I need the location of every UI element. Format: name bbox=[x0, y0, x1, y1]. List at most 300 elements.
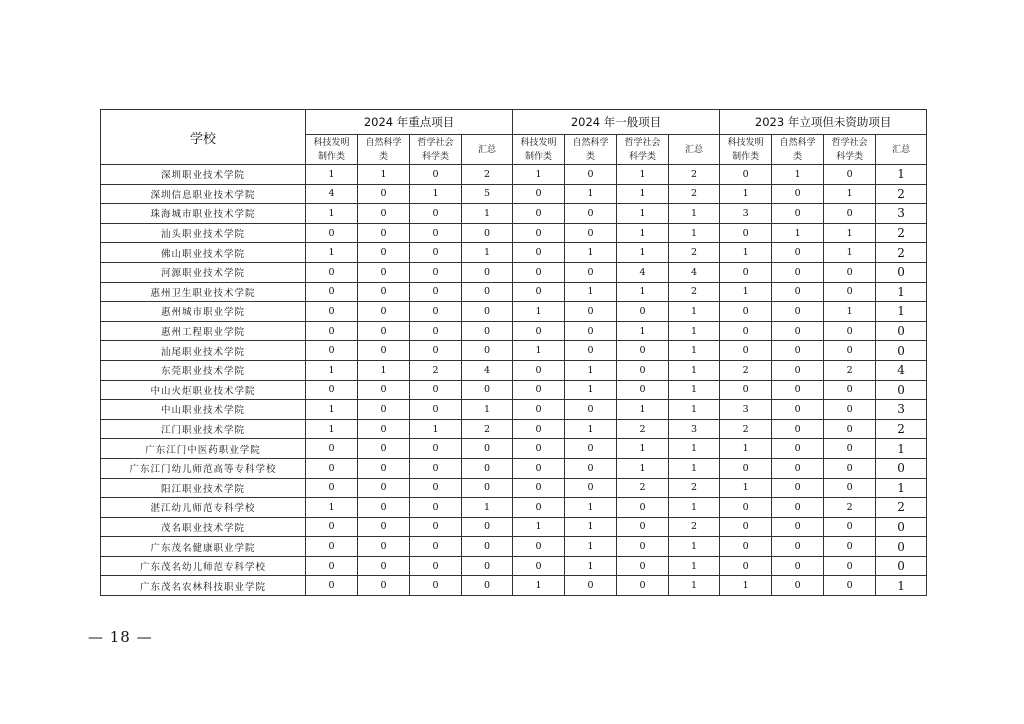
value-cell: 0 bbox=[565, 223, 617, 243]
value-cell: 0 bbox=[617, 537, 669, 557]
value-cell: 0 bbox=[876, 537, 927, 557]
school-name-cell: 广东茂名幼儿师范专科学校 bbox=[101, 556, 306, 576]
value-cell: 0 bbox=[824, 576, 876, 596]
value-cell: 0 bbox=[772, 341, 824, 361]
value-cell: 3 bbox=[720, 204, 772, 224]
group-header-2023-unfunded: 2023 年立项但未资助项目 bbox=[720, 110, 927, 135]
value-cell: 0 bbox=[772, 478, 824, 498]
value-cell: 1 bbox=[720, 478, 772, 498]
value-cell: 0 bbox=[306, 537, 358, 557]
value-cell: 0 bbox=[565, 165, 617, 185]
page-number: — 18 — bbox=[88, 628, 153, 646]
value-cell: 2 bbox=[669, 517, 720, 537]
value-cell: 0 bbox=[513, 380, 565, 400]
value-cell: 0 bbox=[876, 556, 927, 576]
school-name-cell: 茂名职业技术学院 bbox=[101, 517, 306, 537]
value-cell: 2 bbox=[876, 223, 927, 243]
value-cell: 1 bbox=[772, 223, 824, 243]
subheader-line: 类 bbox=[586, 151, 596, 162]
value-cell: 1 bbox=[824, 302, 876, 322]
value-cell: 4 bbox=[617, 262, 669, 282]
school-name-cell: 广东茂名农林科技职业学院 bbox=[101, 576, 306, 596]
value-cell: 1 bbox=[617, 165, 669, 185]
value-cell: 1 bbox=[617, 204, 669, 224]
value-cell: 0 bbox=[462, 439, 513, 459]
value-cell: 1 bbox=[565, 556, 617, 576]
value-cell: 0 bbox=[824, 341, 876, 361]
subheader-total bbox=[669, 135, 720, 165]
value-cell: 1 bbox=[669, 537, 720, 557]
value-cell: 0 bbox=[410, 556, 462, 576]
value-cell: 0 bbox=[565, 262, 617, 282]
value-cell: 0 bbox=[410, 576, 462, 596]
value-cell: 0 bbox=[824, 262, 876, 282]
value-cell: 1 bbox=[565, 184, 617, 204]
table-row bbox=[101, 184, 927, 204]
value-cell: 0 bbox=[358, 537, 410, 557]
value-cell: 2 bbox=[824, 498, 876, 518]
value-cell: 0 bbox=[462, 262, 513, 282]
value-cell: 0 bbox=[772, 321, 824, 341]
value-cell: 0 bbox=[306, 223, 358, 243]
value-cell: 0 bbox=[772, 556, 824, 576]
value-cell: 0 bbox=[462, 380, 513, 400]
value-cell: 2 bbox=[669, 243, 720, 263]
subheader-line: 汇总 bbox=[685, 144, 704, 155]
value-cell: 0 bbox=[720, 498, 772, 518]
header-row-groups bbox=[101, 110, 927, 135]
value-cell: 0 bbox=[824, 321, 876, 341]
value-cell: 0 bbox=[876, 341, 927, 361]
value-cell: 0 bbox=[410, 282, 462, 302]
value-cell: 0 bbox=[358, 478, 410, 498]
value-cell: 1 bbox=[513, 165, 565, 185]
value-cell: 5 bbox=[462, 184, 513, 204]
value-cell: 0 bbox=[720, 341, 772, 361]
table-row bbox=[101, 517, 927, 537]
value-cell: 1 bbox=[772, 165, 824, 185]
value-cell: 0 bbox=[720, 165, 772, 185]
value-cell: 2 bbox=[876, 498, 927, 518]
subheader-tech-invention bbox=[720, 135, 772, 165]
value-cell: 0 bbox=[410, 223, 462, 243]
value-cell: 0 bbox=[306, 517, 358, 537]
value-cell: 0 bbox=[772, 184, 824, 204]
value-cell: 0 bbox=[410, 498, 462, 518]
value-cell: 0 bbox=[358, 380, 410, 400]
value-cell: 4 bbox=[306, 184, 358, 204]
value-cell: 0 bbox=[410, 537, 462, 557]
value-cell: 0 bbox=[720, 262, 772, 282]
table-row bbox=[101, 380, 927, 400]
subheader-natural-science bbox=[772, 135, 824, 165]
table-row bbox=[101, 165, 927, 185]
value-cell: 0 bbox=[565, 341, 617, 361]
table-row bbox=[101, 360, 927, 380]
value-cell: 4 bbox=[462, 360, 513, 380]
value-cell: 1 bbox=[720, 282, 772, 302]
value-cell: 0 bbox=[772, 517, 824, 537]
value-cell: 0 bbox=[358, 262, 410, 282]
value-cell: 1 bbox=[462, 204, 513, 224]
value-cell: 0 bbox=[410, 439, 462, 459]
value-cell: 0 bbox=[358, 556, 410, 576]
value-cell: 0 bbox=[565, 439, 617, 459]
value-cell: 0 bbox=[513, 223, 565, 243]
value-cell: 0 bbox=[824, 478, 876, 498]
value-cell: 0 bbox=[358, 321, 410, 341]
value-cell: 2 bbox=[617, 419, 669, 439]
table-row bbox=[101, 262, 927, 282]
value-cell: 0 bbox=[410, 380, 462, 400]
subheader-social-science bbox=[617, 135, 669, 165]
value-cell: 0 bbox=[824, 282, 876, 302]
value-cell: 0 bbox=[410, 341, 462, 361]
value-cell: 1 bbox=[565, 282, 617, 302]
value-cell: 1 bbox=[565, 360, 617, 380]
value-cell: 0 bbox=[462, 223, 513, 243]
value-cell: 0 bbox=[824, 165, 876, 185]
value-cell: 0 bbox=[306, 556, 358, 576]
school-name-cell: 东莞职业技术学院 bbox=[101, 360, 306, 380]
value-cell: 2 bbox=[410, 360, 462, 380]
value-cell: 0 bbox=[306, 302, 358, 322]
value-cell: 0 bbox=[358, 419, 410, 439]
value-cell: 0 bbox=[772, 419, 824, 439]
school-name-cell: 汕头职业技术学院 bbox=[101, 223, 306, 243]
value-cell: 2 bbox=[824, 360, 876, 380]
value-cell: 0 bbox=[306, 341, 358, 361]
value-cell: 1 bbox=[513, 341, 565, 361]
value-cell: 0 bbox=[876, 517, 927, 537]
value-cell: 0 bbox=[720, 556, 772, 576]
value-cell: 0 bbox=[772, 498, 824, 518]
value-cell: 0 bbox=[410, 321, 462, 341]
value-cell: 1 bbox=[617, 184, 669, 204]
subheader-line: 科技发明 bbox=[313, 137, 350, 148]
value-cell: 1 bbox=[617, 321, 669, 341]
value-cell: 0 bbox=[824, 517, 876, 537]
value-cell: 0 bbox=[410, 517, 462, 537]
value-cell: 0 bbox=[876, 458, 927, 478]
value-cell: 0 bbox=[513, 243, 565, 263]
value-cell: 0 bbox=[462, 302, 513, 322]
value-cell: 0 bbox=[358, 341, 410, 361]
value-cell: 1 bbox=[876, 576, 927, 596]
value-cell: 4 bbox=[669, 262, 720, 282]
value-cell: 0 bbox=[772, 576, 824, 596]
subheader-line: 制作类 bbox=[732, 151, 760, 162]
value-cell: 1 bbox=[669, 360, 720, 380]
subheader-line: 自然科学 bbox=[365, 137, 402, 148]
value-cell: 1 bbox=[876, 439, 927, 459]
value-cell: 0 bbox=[513, 184, 565, 204]
value-cell: 1 bbox=[669, 458, 720, 478]
value-cell: 0 bbox=[358, 400, 410, 420]
table-row bbox=[101, 419, 927, 439]
table-row bbox=[101, 478, 927, 498]
subheader-line: 汇总 bbox=[892, 144, 911, 155]
value-cell: 0 bbox=[513, 282, 565, 302]
school-name-cell: 惠州卫生职业技术学院 bbox=[101, 282, 306, 302]
value-cell: 4 bbox=[876, 360, 927, 380]
value-cell: 1 bbox=[824, 243, 876, 263]
value-cell: 0 bbox=[824, 400, 876, 420]
school-name-cell: 广东茂名健康职业学院 bbox=[101, 537, 306, 557]
value-cell: 1 bbox=[617, 458, 669, 478]
value-cell: 0 bbox=[720, 380, 772, 400]
subheader-natural-science bbox=[358, 135, 410, 165]
value-cell: 0 bbox=[306, 380, 358, 400]
subheader-line: 科学类 bbox=[836, 151, 864, 162]
value-cell: 1 bbox=[358, 360, 410, 380]
subheader-line: 汇总 bbox=[478, 144, 497, 155]
value-cell: 0 bbox=[358, 576, 410, 596]
value-cell: 0 bbox=[462, 576, 513, 596]
value-cell: 0 bbox=[358, 184, 410, 204]
value-cell: 0 bbox=[876, 380, 927, 400]
value-cell: 1 bbox=[876, 282, 927, 302]
table-row bbox=[101, 243, 927, 263]
school-name-cell: 惠州城市职业学院 bbox=[101, 302, 306, 322]
value-cell: 1 bbox=[720, 439, 772, 459]
table-row bbox=[101, 439, 927, 459]
value-cell: 0 bbox=[772, 380, 824, 400]
value-cell: 1 bbox=[669, 341, 720, 361]
value-cell: 3 bbox=[876, 400, 927, 420]
value-cell: 2 bbox=[617, 478, 669, 498]
value-cell: 1 bbox=[617, 282, 669, 302]
value-cell: 1 bbox=[669, 380, 720, 400]
school-name-cell: 惠州工程职业学院 bbox=[101, 321, 306, 341]
value-cell: 0 bbox=[513, 204, 565, 224]
value-cell: 0 bbox=[824, 380, 876, 400]
value-cell: 0 bbox=[513, 537, 565, 557]
subheader-tech-invention bbox=[513, 135, 565, 165]
school-name-cell: 珠海城市职业技术学院 bbox=[101, 204, 306, 224]
value-cell: 0 bbox=[358, 517, 410, 537]
value-cell: 0 bbox=[876, 262, 927, 282]
subheader-social-science bbox=[410, 135, 462, 165]
value-cell: 1 bbox=[669, 223, 720, 243]
table-row bbox=[101, 302, 927, 322]
value-cell: 0 bbox=[306, 439, 358, 459]
value-cell: 0 bbox=[617, 302, 669, 322]
school-name-cell: 中山职业技术学院 bbox=[101, 400, 306, 420]
value-cell: 1 bbox=[669, 204, 720, 224]
table-row bbox=[101, 537, 927, 557]
value-cell: 0 bbox=[358, 282, 410, 302]
subheader-line: 类 bbox=[793, 151, 803, 162]
value-cell: 0 bbox=[824, 556, 876, 576]
subheader-line: 哲学社会 bbox=[831, 137, 868, 148]
school-name-cell: 中山火炬职业技术学院 bbox=[101, 380, 306, 400]
value-cell: 0 bbox=[772, 537, 824, 557]
value-cell: 3 bbox=[876, 204, 927, 224]
value-cell: 1 bbox=[565, 537, 617, 557]
value-cell: 2 bbox=[462, 419, 513, 439]
value-cell: 0 bbox=[720, 537, 772, 557]
subheader-line: 哲学社会 bbox=[417, 137, 454, 148]
subheader-line: 科学类 bbox=[421, 151, 449, 162]
table-body bbox=[101, 165, 927, 596]
value-cell: 0 bbox=[720, 321, 772, 341]
value-cell: 2 bbox=[669, 165, 720, 185]
value-cell: 0 bbox=[617, 517, 669, 537]
value-cell: 0 bbox=[462, 341, 513, 361]
value-cell: 1 bbox=[669, 321, 720, 341]
value-cell: 1 bbox=[720, 184, 772, 204]
value-cell: 0 bbox=[410, 458, 462, 478]
value-cell: 1 bbox=[669, 302, 720, 322]
school-name-cell: 深圳职业技术学院 bbox=[101, 165, 306, 185]
value-cell: 0 bbox=[410, 262, 462, 282]
value-cell: 2 bbox=[462, 165, 513, 185]
value-cell: 1 bbox=[617, 243, 669, 263]
value-cell: 0 bbox=[772, 302, 824, 322]
value-cell: 0 bbox=[462, 282, 513, 302]
value-cell: 0 bbox=[772, 439, 824, 459]
value-cell: 1 bbox=[410, 184, 462, 204]
value-cell: 0 bbox=[513, 498, 565, 518]
value-cell: 0 bbox=[358, 243, 410, 263]
value-cell: 1 bbox=[669, 439, 720, 459]
subheader-natural-science bbox=[565, 135, 617, 165]
value-cell: 0 bbox=[876, 321, 927, 341]
value-cell: 0 bbox=[772, 360, 824, 380]
value-cell: 1 bbox=[669, 556, 720, 576]
value-cell: 0 bbox=[462, 556, 513, 576]
value-cell: 0 bbox=[617, 341, 669, 361]
value-cell: 1 bbox=[824, 184, 876, 204]
value-cell: 1 bbox=[358, 165, 410, 185]
subheader-total bbox=[462, 135, 513, 165]
table-row bbox=[101, 341, 927, 361]
value-cell: 0 bbox=[720, 458, 772, 478]
table-row bbox=[101, 458, 927, 478]
table-row bbox=[101, 321, 927, 341]
value-cell: 0 bbox=[617, 498, 669, 518]
value-cell: 0 bbox=[513, 478, 565, 498]
value-cell: 1 bbox=[669, 498, 720, 518]
value-cell: 0 bbox=[824, 458, 876, 478]
value-cell: 0 bbox=[410, 302, 462, 322]
subheader-total bbox=[876, 135, 927, 165]
value-cell: 0 bbox=[720, 302, 772, 322]
value-cell: 0 bbox=[513, 321, 565, 341]
school-name-cell: 江门职业技术学院 bbox=[101, 419, 306, 439]
school-name-cell: 广东江门幼儿师范高等专科学校 bbox=[101, 458, 306, 478]
value-cell: 2 bbox=[876, 184, 927, 204]
value-cell: 0 bbox=[513, 360, 565, 380]
value-cell: 0 bbox=[565, 478, 617, 498]
subheader-line: 制作类 bbox=[317, 151, 345, 162]
value-cell: 1 bbox=[824, 223, 876, 243]
value-cell: 0 bbox=[358, 302, 410, 322]
value-cell: 1 bbox=[306, 204, 358, 224]
school-name-cell: 阳江职业技术学院 bbox=[101, 478, 306, 498]
value-cell: 1 bbox=[306, 400, 358, 420]
value-cell: 1 bbox=[565, 498, 617, 518]
value-cell: 0 bbox=[772, 458, 824, 478]
subheader-line: 科技发明 bbox=[727, 137, 764, 148]
value-cell: 0 bbox=[462, 537, 513, 557]
value-cell: 0 bbox=[358, 458, 410, 478]
value-cell: 1 bbox=[513, 517, 565, 537]
subheader-line: 自然科学 bbox=[779, 137, 816, 148]
value-cell: 1 bbox=[617, 223, 669, 243]
value-cell: 0 bbox=[410, 243, 462, 263]
value-cell: 0 bbox=[306, 282, 358, 302]
value-cell: 1 bbox=[306, 243, 358, 263]
subheader-social-science bbox=[824, 135, 876, 165]
school-name-cell: 汕尾职业技术学院 bbox=[101, 341, 306, 361]
value-cell: 1 bbox=[876, 165, 927, 185]
value-cell: 0 bbox=[617, 360, 669, 380]
value-cell: 1 bbox=[306, 498, 358, 518]
school-name-cell: 广东江门中医药职业学院 bbox=[101, 439, 306, 459]
value-cell: 0 bbox=[772, 243, 824, 263]
value-cell: 1 bbox=[462, 400, 513, 420]
value-cell: 0 bbox=[772, 204, 824, 224]
value-cell: 0 bbox=[462, 321, 513, 341]
value-cell: 1 bbox=[720, 243, 772, 263]
value-cell: 0 bbox=[358, 439, 410, 459]
value-cell: 2 bbox=[669, 478, 720, 498]
subheader-line: 自然科学 bbox=[572, 137, 609, 148]
table-row bbox=[101, 223, 927, 243]
value-cell: 0 bbox=[306, 478, 358, 498]
value-cell: 1 bbox=[617, 439, 669, 459]
value-cell: 0 bbox=[617, 556, 669, 576]
school-name-cell: 河源职业技术学院 bbox=[101, 262, 306, 282]
table-row bbox=[101, 498, 927, 518]
value-cell: 0 bbox=[306, 458, 358, 478]
value-cell: 0 bbox=[306, 262, 358, 282]
value-cell: 0 bbox=[565, 321, 617, 341]
value-cell: 0 bbox=[513, 419, 565, 439]
value-cell: 2 bbox=[720, 419, 772, 439]
value-cell: 1 bbox=[565, 517, 617, 537]
subheader-line: 哲学社会 bbox=[624, 137, 661, 148]
subheader-line: 科学类 bbox=[629, 151, 657, 162]
value-cell: 1 bbox=[617, 400, 669, 420]
value-cell: 0 bbox=[565, 458, 617, 478]
value-cell: 1 bbox=[565, 419, 617, 439]
value-cell: 0 bbox=[410, 165, 462, 185]
table-row bbox=[101, 400, 927, 420]
value-cell: 2 bbox=[876, 243, 927, 263]
value-cell: 0 bbox=[513, 439, 565, 459]
value-cell: 2 bbox=[669, 282, 720, 302]
table-row bbox=[101, 576, 927, 596]
value-cell: 1 bbox=[306, 360, 358, 380]
data-table bbox=[100, 109, 927, 596]
value-cell: 0 bbox=[306, 576, 358, 596]
value-cell: 1 bbox=[306, 419, 358, 439]
value-cell: 0 bbox=[410, 478, 462, 498]
value-cell: 1 bbox=[720, 576, 772, 596]
value-cell: 1 bbox=[565, 243, 617, 263]
subheader-line: 制作类 bbox=[525, 151, 553, 162]
school-header: 学校 bbox=[101, 110, 306, 165]
value-cell: 2 bbox=[720, 360, 772, 380]
table-row bbox=[101, 204, 927, 224]
value-cell: 0 bbox=[720, 223, 772, 243]
value-cell: 0 bbox=[410, 400, 462, 420]
value-cell: 0 bbox=[358, 204, 410, 224]
value-cell: 0 bbox=[306, 321, 358, 341]
